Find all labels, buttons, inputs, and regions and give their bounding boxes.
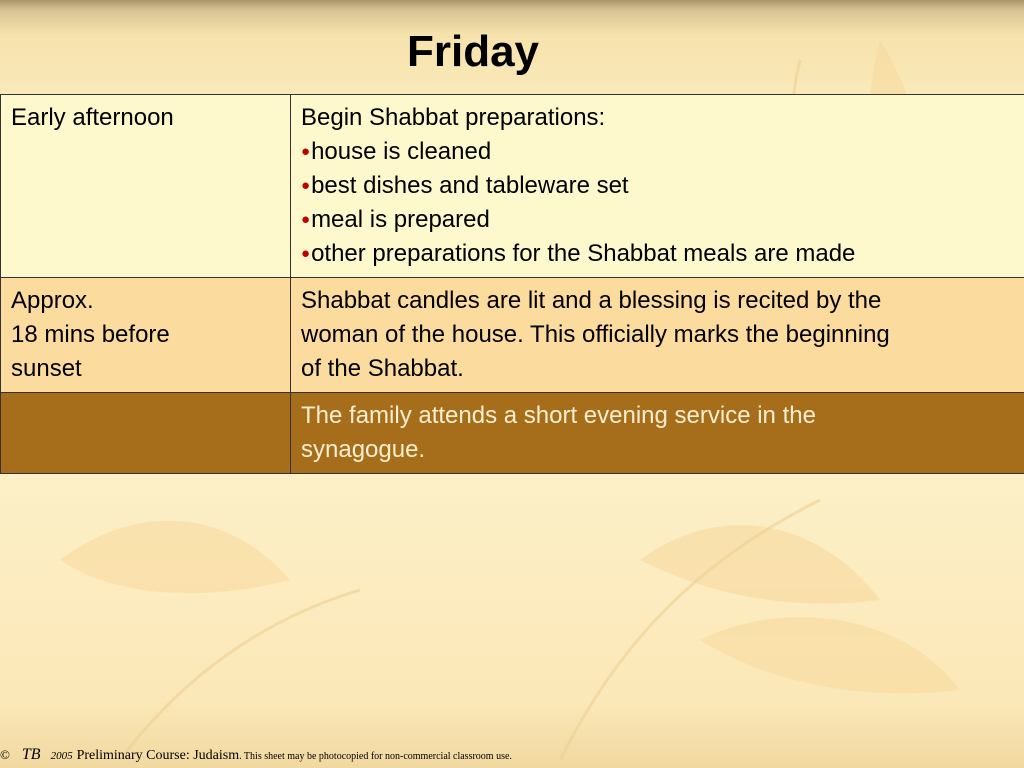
list-item-text: other preparations for the Shabbat meals are made bbox=[311, 240, 856, 267]
list-item bbox=[301, 169, 1014, 203]
time-cell-empty bbox=[1, 393, 291, 474]
footer-note: . This sheet may be photocopied for non-commercial classroom use. bbox=[239, 751, 512, 762]
description-cell bbox=[291, 95, 1024, 278]
description-heading: Begin Shabbat preparations: bbox=[301, 104, 606, 131]
time-text: 18 mins before bbox=[11, 321, 170, 348]
copyright-symbol: © bbox=[0, 747, 10, 762]
table-row bbox=[1, 95, 1024, 278]
description-cell bbox=[291, 278, 1024, 393]
list-item bbox=[301, 135, 1014, 169]
description-text: of the Shabbat. bbox=[301, 355, 464, 382]
time-text: Early afternoon bbox=[11, 104, 174, 131]
list-item-text: best dishes and tableware set bbox=[311, 172, 629, 199]
list-item-text: house is cleaned bbox=[311, 138, 492, 165]
table-row bbox=[1, 278, 1024, 393]
bullet-dot-icon: ● bbox=[301, 211, 311, 228]
slide-title: Friday bbox=[406, 27, 540, 76]
time-text: sunset bbox=[11, 355, 82, 382]
bullet-dot-icon: ● bbox=[301, 143, 311, 160]
footer bbox=[0, 746, 512, 764]
description-text: The family attends a short evening service in the bbox=[301, 402, 816, 429]
description-cell bbox=[291, 393, 1024, 474]
list-item bbox=[301, 203, 1014, 237]
description-text: woman of the house. This officially marks the beginning bbox=[301, 321, 890, 348]
footer-course: Preliminary Course: Judaism bbox=[76, 748, 240, 763]
description-text: Shabbat candles are lit and a blessing is recited by the bbox=[301, 287, 882, 314]
footer-year: 2005 bbox=[50, 750, 73, 762]
description-text: synagogue. bbox=[301, 436, 426, 463]
bullet-dot-icon: ● bbox=[301, 177, 311, 194]
table-row bbox=[1, 393, 1024, 474]
author-mark: TB bbox=[21, 746, 41, 763]
list-item bbox=[301, 237, 1014, 271]
list-item-text: meal is prepared bbox=[311, 206, 490, 233]
time-text: Approx. bbox=[11, 287, 94, 314]
bullet-dot-icon: ● bbox=[301, 245, 311, 262]
time-cell bbox=[1, 278, 291, 393]
friday-schedule-table bbox=[0, 94, 1024, 474]
time-cell bbox=[1, 95, 291, 278]
